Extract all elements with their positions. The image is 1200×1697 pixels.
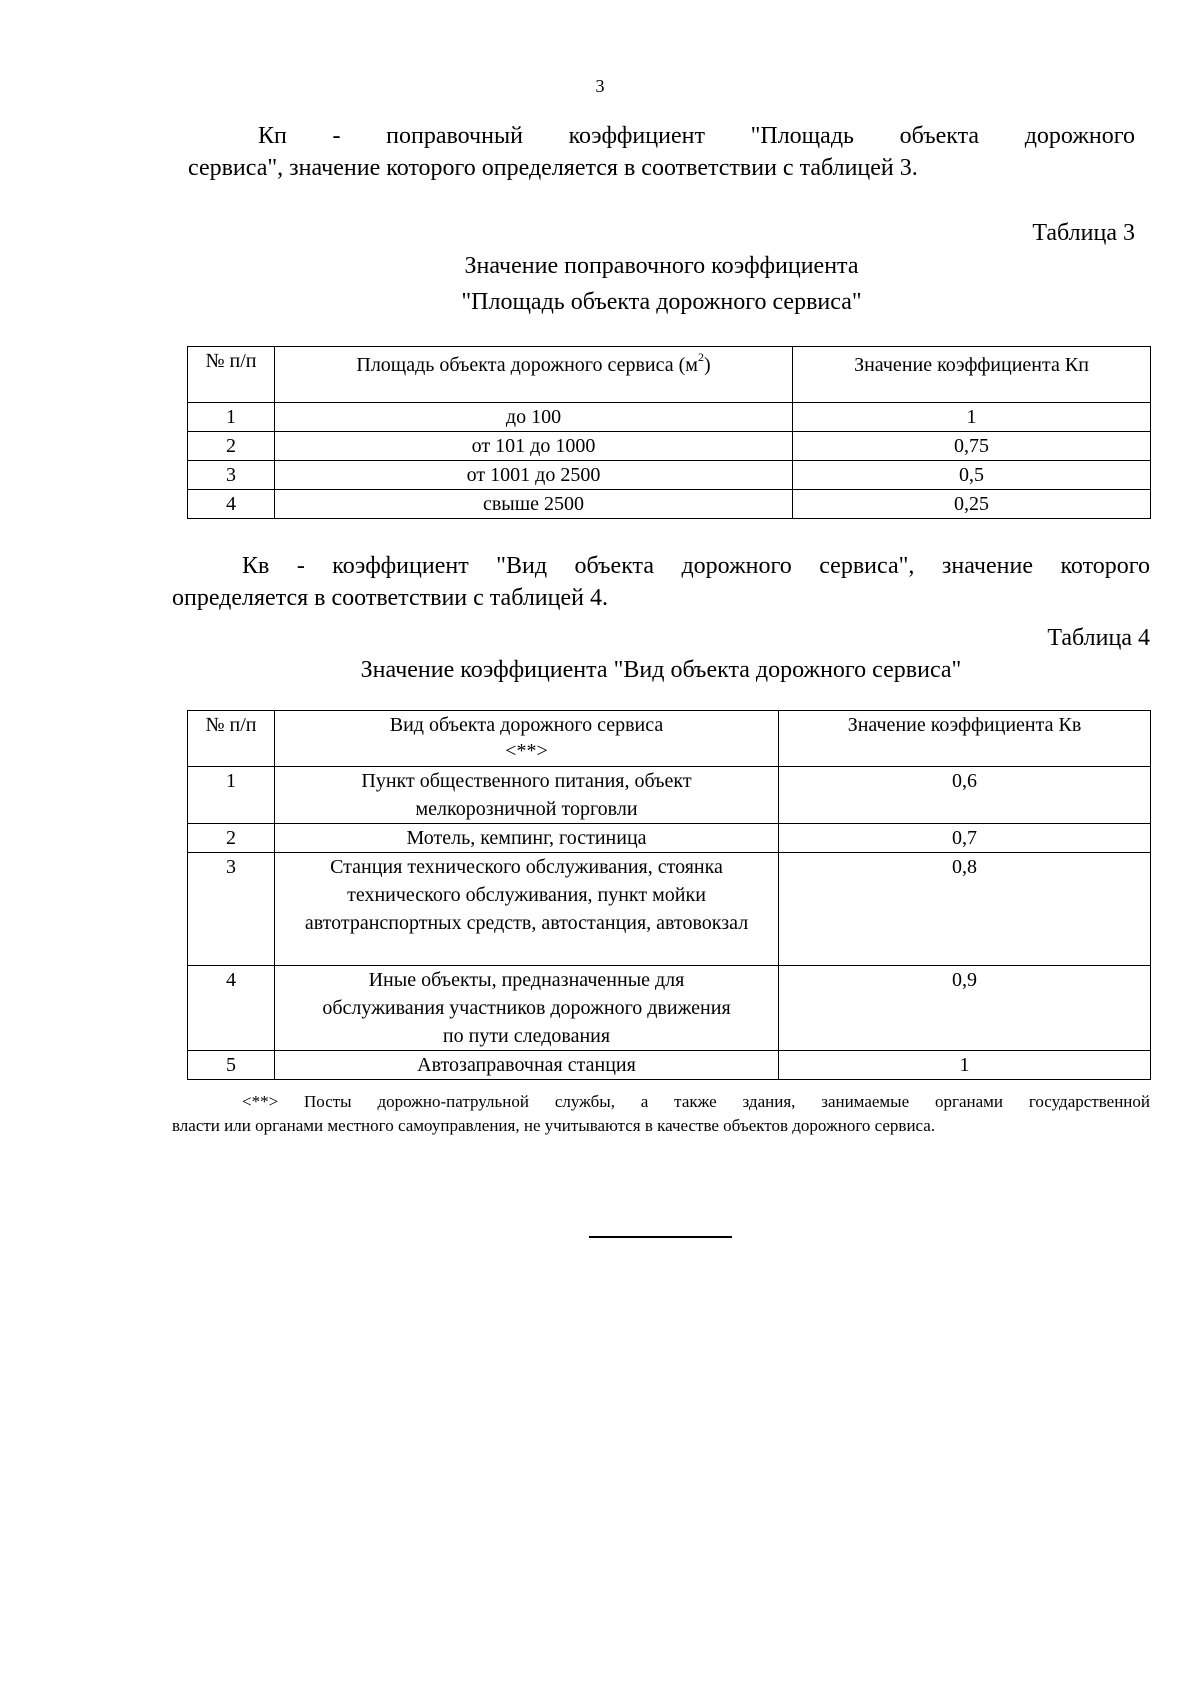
table-row bbox=[188, 1051, 1151, 1080]
table4-cell-value: 0,8 bbox=[779, 853, 1151, 966]
kv-paragraph-line-1: Кв - коэффициент "Вид объекта дорожного сервиса", значение которого bbox=[242, 553, 1150, 579]
table4-cell-value: 0,6 bbox=[779, 767, 1151, 824]
kp-paragraph-line-1: Кп - поправочный коэффициент "Площадь объекта дорожного bbox=[258, 123, 1136, 149]
table4-cell-type: Станция технического обслуживания, стоянка технического обслуживания, пункт мойки автотранспортных средств, автостанция, автовокзал bbox=[275, 853, 779, 966]
table-row bbox=[188, 853, 1151, 966]
kp-paragraph-line-2: сервиса", значение которого определяется в соответствии с таблицей 3. bbox=[188, 155, 918, 181]
footnote-line-1: <**> Посты дорожно-патрульной службы, а также здания, занимаемые органами государственной bbox=[242, 1092, 1150, 1111]
table4-cell-type: Мотель, кемпинг, гостиница bbox=[275, 824, 779, 853]
table4-header-num: № п/п bbox=[188, 711, 275, 767]
kv-paragraph bbox=[172, 550, 1150, 614]
table-row bbox=[188, 966, 1151, 1051]
end-separator-line bbox=[589, 1236, 732, 1238]
kv-paragraph-line-2: определяется в соответствии с таблицей 4. bbox=[172, 585, 608, 611]
kp-paragraph bbox=[188, 120, 1135, 184]
table4-cell-value: 0,9 bbox=[779, 966, 1151, 1051]
table-row bbox=[188, 767, 1151, 824]
table3-title-line-1: Значение поправочного коэффициента bbox=[464, 253, 859, 279]
table4-cell-num: 5 bbox=[188, 1051, 275, 1080]
table4-cell-type: Пункт общественного питания, объект мелкорозничной торговли bbox=[275, 767, 779, 824]
table4-cell-num: 3 bbox=[188, 853, 275, 966]
table4-header-row bbox=[188, 711, 1151, 767]
table3-header-area: Площадь объекта дорожного сервиса $(м^2)$ bbox=[275, 347, 793, 403]
table4-label: Таблица 4 bbox=[1047, 625, 1150, 651]
table4-header-value: Значение коэффициента Кв bbox=[779, 711, 1151, 767]
table4-cell-num: 2 bbox=[188, 824, 275, 853]
table4-cell-value: 0,7 bbox=[779, 824, 1151, 853]
footnote bbox=[172, 1090, 1150, 1138]
table3 bbox=[187, 346, 1151, 519]
table4-cell-type: Автозаправочная станция bbox=[275, 1051, 779, 1080]
table-row bbox=[188, 824, 1151, 853]
table-row bbox=[188, 490, 1151, 519]
table4-cell-value: 1 bbox=[779, 1051, 1151, 1080]
table4-title: Значение коэффициента "Вид объекта дорожного сервиса" bbox=[360, 657, 962, 683]
table3-header-num: № п/п bbox=[188, 347, 275, 403]
table3-cell-value: 0,25 bbox=[793, 490, 1151, 519]
table3-cell-area: от 1001 до 2500 bbox=[275, 461, 793, 490]
table3-header-row bbox=[188, 347, 1151, 403]
table3-cell-value: 0,75 bbox=[793, 432, 1151, 461]
page-number: 3 bbox=[595, 76, 605, 96]
table4-header-type: Вид объекта дорожного сервиса <**> bbox=[275, 711, 779, 767]
table4 bbox=[187, 710, 1151, 1080]
table-row bbox=[188, 461, 1151, 490]
table3-header-value: Значение коэффициента Кп bbox=[793, 347, 1151, 403]
table3-cell-num: 4 bbox=[188, 490, 275, 519]
table3-cell-area: от 101 до 1000 bbox=[275, 432, 793, 461]
table4-cell-num: 1 bbox=[188, 767, 275, 824]
table-row bbox=[188, 403, 1151, 432]
table3-cell-value: 1 bbox=[793, 403, 1151, 432]
table-row bbox=[188, 432, 1151, 461]
table3-cell-num: 2 bbox=[188, 432, 275, 461]
table3-cell-num: 3 bbox=[188, 461, 275, 490]
table4-cell-type: Иные объекты, предназначенные для обслуживания участников дорожного движения по пути следования bbox=[275, 966, 779, 1051]
table4-cell-num: 4 bbox=[188, 966, 275, 1051]
table3-cell-value: 0,5 bbox=[793, 461, 1151, 490]
table3-label: Таблица 3 bbox=[1032, 220, 1135, 246]
table3-cell-area: до 100 bbox=[275, 403, 793, 432]
footnote-line-2: власти или органами местного самоуправления, не учитываются в качестве объектов дорожного сервиса. bbox=[172, 1116, 936, 1135]
table3-cell-num: 1 bbox=[188, 403, 275, 432]
table3-title-line-2: "Площадь объекта дорожного сервиса" bbox=[461, 289, 862, 315]
table3-title bbox=[188, 248, 1135, 320]
table3-cell-area: свыше 2500 bbox=[275, 490, 793, 519]
